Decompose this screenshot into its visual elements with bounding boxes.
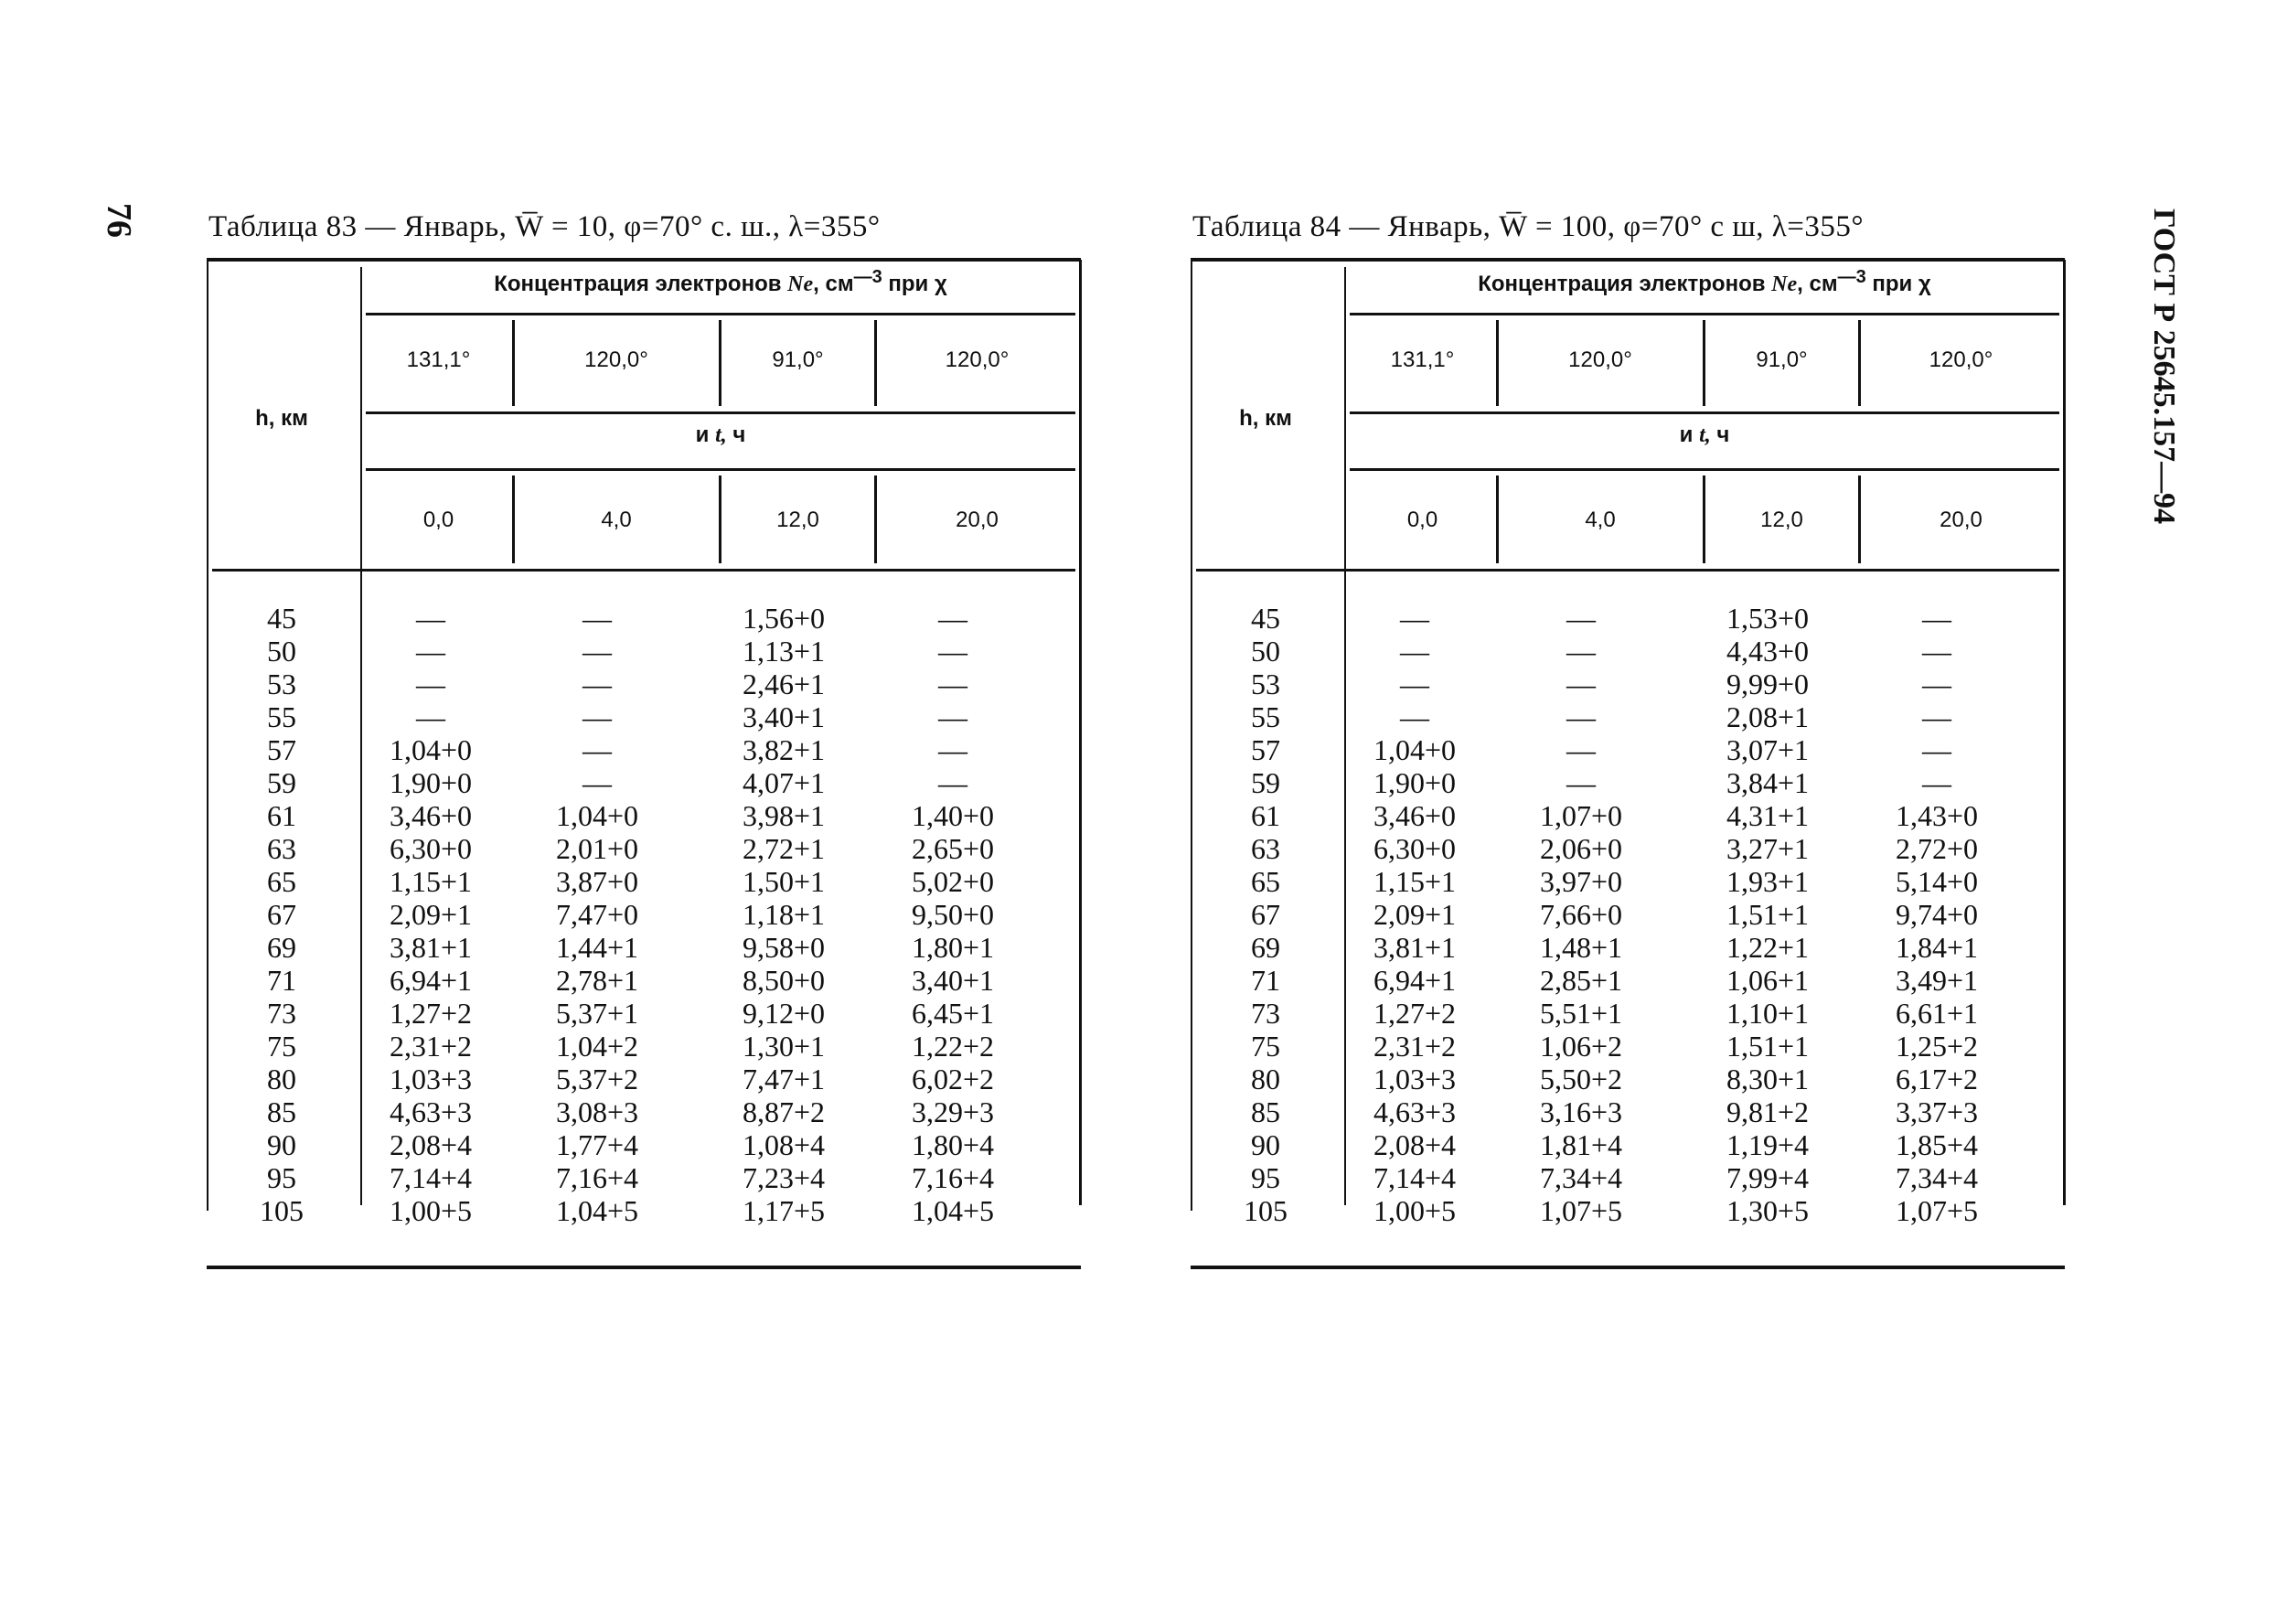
- value-cell: —: [1922, 733, 1951, 766]
- value-cell: 1,00+5: [1373, 1194, 1457, 1227]
- value-cell: 2,31+2: [389, 1030, 473, 1063]
- header-concentration: Концентрация электронов Ne, $см^{—3}$ при χ: [494, 267, 947, 296]
- value-cell: 6,30+0: [1373, 832, 1457, 865]
- altitude-cell: 45: [1251, 602, 1280, 635]
- value-cell: 1,48+1: [1539, 931, 1623, 964]
- value-cell: 1,50+1: [742, 865, 826, 898]
- value-cell: 6,02+2: [911, 1063, 995, 1095]
- value-cell: 1,03+3: [1373, 1063, 1457, 1095]
- altitude-cell: 59: [1251, 766, 1280, 799]
- chi-value-2: 120,0°: [584, 347, 648, 372]
- value-cell: 1,17+5: [742, 1194, 826, 1227]
- rule-right: [1079, 260, 1082, 1205]
- altitude-cell: 67: [267, 898, 296, 931]
- value-cell: 1,06+1: [1726, 964, 1810, 997]
- value-cell: 1,07+0: [1539, 799, 1623, 832]
- column-h: [1224, 602, 1308, 1227]
- value-cell: 5,02+0: [911, 865, 995, 898]
- altitude-cell: 57: [267, 733, 296, 766]
- value-cell: 9,99+0: [1726, 668, 1810, 700]
- altitude-cell: 65: [1251, 865, 1280, 898]
- column-t0: [366, 602, 496, 1227]
- altitude-cell: 63: [1251, 832, 1280, 865]
- value-cell: 1,04+2: [555, 1030, 639, 1063]
- value-cell: 1,80+1: [911, 931, 995, 964]
- value-cell: 5,37+1: [555, 997, 639, 1030]
- value-cell: —: [416, 700, 445, 733]
- altitude-cell: 61: [1251, 799, 1280, 832]
- value-cell: 8,87+2: [742, 1095, 826, 1128]
- value-cell: 1,10+1: [1726, 997, 1810, 1030]
- rule-top: [1191, 258, 2065, 262]
- value-cell: 1,90+0: [1373, 766, 1457, 799]
- value-cell: 1,25+2: [1895, 1030, 1979, 1063]
- t-value-1: 0,0: [1406, 508, 1438, 532]
- value-cell: —: [938, 668, 967, 700]
- value-cell: 3,84+1: [1726, 766, 1810, 799]
- value-cell: 2,65+0: [911, 832, 995, 865]
- rule-h-divider: [1344, 267, 1346, 1205]
- value-cell: —: [938, 766, 967, 799]
- value-cell: 1,53+0: [1726, 602, 1810, 635]
- t-unit: ч: [732, 422, 746, 447]
- value-cell: 3,97+0: [1539, 865, 1623, 898]
- ne-symbol: Ne: [787, 272, 814, 296]
- value-cell: —: [1922, 635, 1951, 668]
- column-t0: [1350, 602, 1480, 1227]
- value-cell: 2,72+0: [1895, 832, 1979, 865]
- altitude-cell: 90: [267, 1128, 296, 1161]
- rule-left: [207, 260, 208, 1211]
- value-cell: 7,34+4: [1539, 1161, 1623, 1194]
- t-value-3: 12,0: [1760, 508, 1803, 532]
- value-cell: —: [938, 602, 967, 635]
- altitude-cell: 55: [267, 700, 296, 733]
- rule-left: [1191, 260, 1192, 1211]
- value-cell: 1,18+1: [742, 898, 826, 931]
- rule-under-chi: [366, 411, 1075, 414]
- value-cell: 5,14+0: [1895, 865, 1979, 898]
- value-cell: 7,34+4: [1895, 1161, 1979, 1194]
- value-cell: 3,08+3: [555, 1095, 639, 1128]
- units-label: см: [1809, 272, 1838, 296]
- rule-t-sep-3: [874, 475, 877, 563]
- value-cell: 3,29+3: [911, 1095, 995, 1128]
- value-cell: —: [1922, 766, 1951, 799]
- value-cell: 1,00+5: [389, 1194, 473, 1227]
- rule-h-divider: [360, 267, 362, 1205]
- value-cell: 1,04+5: [911, 1194, 995, 1227]
- rule-under-chi: [1350, 411, 2059, 414]
- t-value-4: 20,0: [1940, 508, 1982, 532]
- t-label: [366, 422, 1075, 448]
- value-cell: —: [582, 668, 612, 700]
- rule-under-concentration: [1350, 313, 2059, 315]
- altitude-cell: 105: [260, 1194, 304, 1227]
- value-cell: 1,93+1: [1726, 865, 1810, 898]
- column-h: [240, 602, 324, 1227]
- value-cell: 5,37+2: [555, 1063, 639, 1095]
- value-cell: —: [1400, 700, 1429, 733]
- value-cell: 1,81+4: [1539, 1128, 1623, 1161]
- value-cell: —: [582, 766, 612, 799]
- value-cell: 4,63+3: [1373, 1095, 1457, 1128]
- t-symbol: t,: [715, 423, 727, 447]
- value-cell: —: [1566, 766, 1596, 799]
- value-cell: 8,50+0: [742, 964, 826, 997]
- value-cell: 1,27+2: [389, 997, 473, 1030]
- value-cell: —: [1566, 700, 1596, 733]
- value-cell: —: [582, 700, 612, 733]
- concentration-label: Концентрация электронов: [1478, 272, 1766, 296]
- column-t4: [532, 602, 662, 1227]
- value-cell: 7,14+4: [1373, 1161, 1457, 1194]
- t-value-4: 20,0: [956, 508, 999, 532]
- h-km-label: h, км: [255, 406, 308, 431]
- value-cell: —: [1400, 635, 1429, 668]
- value-cell: 4,07+1: [742, 766, 826, 799]
- value-cell: —: [1922, 602, 1951, 635]
- value-cell: 1,15+1: [389, 865, 473, 898]
- h-km-label: h, км: [1239, 406, 1292, 431]
- chi-value-2: 120,0°: [1568, 347, 1632, 372]
- altitude-cell: 61: [267, 799, 296, 832]
- rule-chi-sep-1: [512, 320, 515, 406]
- value-cell: 1,40+0: [911, 799, 995, 832]
- value-cell: —: [1566, 602, 1596, 635]
- altitude-cell: 95: [267, 1161, 296, 1194]
- chi-value-3: 91,0°: [772, 347, 824, 372]
- value-cell: 7,47+1: [742, 1063, 826, 1095]
- value-cell: 2,72+1: [742, 832, 826, 865]
- value-cell: 1,19+4: [1726, 1128, 1810, 1161]
- t-label: [1350, 422, 2059, 448]
- altitude-cell: 90: [1251, 1128, 1280, 1161]
- t-value-2: 4,0: [1585, 508, 1616, 532]
- value-cell: 1,44+1: [555, 931, 639, 964]
- altitude-cell: 71: [267, 964, 296, 997]
- value-cell: 2,31+2: [1373, 1030, 1457, 1063]
- value-cell: 7,16+4: [555, 1161, 639, 1194]
- value-cell: —: [582, 635, 612, 668]
- value-cell: —: [1566, 733, 1596, 766]
- value-cell: 1,08+4: [742, 1128, 826, 1161]
- rule-chi-sep-3: [1858, 320, 1861, 406]
- altitude-cell: 65: [267, 865, 296, 898]
- value-cell: 9,50+0: [911, 898, 995, 931]
- value-cell: —: [1566, 635, 1596, 668]
- value-cell: 5,51+1: [1539, 997, 1623, 1030]
- value-cell: 9,81+2: [1726, 1095, 1810, 1128]
- value-cell: 1,22+1: [1726, 931, 1810, 964]
- and-label: и: [1679, 422, 1694, 447]
- altitude-cell: 80: [267, 1063, 296, 1095]
- altitude-cell: 85: [1251, 1095, 1280, 1128]
- rule-under-t-label: [366, 468, 1075, 471]
- altitude-cell: 95: [1251, 1161, 1280, 1194]
- altitude-cell: 67: [1251, 898, 1280, 931]
- column-t4: [1516, 602, 1646, 1227]
- value-cell: —: [1400, 602, 1429, 635]
- value-cell: —: [938, 635, 967, 668]
- value-cell: 4,43+0: [1726, 635, 1810, 668]
- rule-bottom: [1191, 1266, 2065, 1269]
- value-cell: 7,99+4: [1726, 1161, 1810, 1194]
- value-cell: —: [416, 668, 445, 700]
- value-cell: 1,04+5: [555, 1194, 639, 1227]
- value-cell: 3,27+1: [1726, 832, 1810, 865]
- column-t20: [884, 602, 1021, 1227]
- value-cell: —: [416, 635, 445, 668]
- value-cell: 7,16+4: [911, 1161, 995, 1194]
- value-cell: 1,22+2: [911, 1030, 995, 1063]
- value-cell: 1,30+1: [742, 1030, 826, 1063]
- t-symbol: t,: [1699, 423, 1711, 447]
- value-cell: 2,08+4: [389, 1128, 473, 1161]
- value-cell: 3,46+0: [389, 799, 473, 832]
- value-cell: —: [582, 602, 612, 635]
- rule-under-header: [1196, 569, 2059, 572]
- rule-t-sep-1: [512, 475, 515, 563]
- value-cell: 1,51+1: [1726, 898, 1810, 931]
- value-cell: 3,82+1: [742, 733, 826, 766]
- chi-value-3: 91,0°: [1756, 347, 1808, 372]
- value-cell: 1,07+5: [1895, 1194, 1979, 1227]
- value-cell: 2,78+1: [555, 964, 639, 997]
- value-cell: 1,27+2: [1373, 997, 1457, 1030]
- value-cell: 3,46+0: [1373, 799, 1457, 832]
- altitude-cell: 59: [267, 766, 296, 799]
- value-cell: —: [582, 733, 612, 766]
- value-cell: —: [416, 602, 445, 635]
- value-cell: 1,04+0: [555, 799, 639, 832]
- value-cell: 3,07+1: [1726, 733, 1810, 766]
- altitude-cell: 105: [1244, 1194, 1288, 1227]
- value-cell: 1,85+4: [1895, 1128, 1979, 1161]
- altitude-cell: 45: [267, 602, 296, 635]
- and-label: и: [695, 422, 710, 447]
- value-cell: —: [938, 700, 967, 733]
- altitude-cell: 71: [1251, 964, 1280, 997]
- at-chi-label: при χ: [888, 272, 947, 296]
- altitude-cell: 80: [1251, 1063, 1280, 1095]
- value-cell: 8,30+1: [1726, 1063, 1810, 1095]
- value-cell: 1,84+1: [1895, 931, 1979, 964]
- rule-under-t-label: [1350, 468, 2059, 471]
- value-cell: 3,16+3: [1539, 1095, 1623, 1128]
- page-number: 76: [100, 203, 138, 238]
- value-cell: 9,12+0: [742, 997, 826, 1030]
- value-cell: 1,51+1: [1726, 1030, 1810, 1063]
- altitude-cell: 69: [267, 931, 296, 964]
- value-cell: 3,87+0: [555, 865, 639, 898]
- column-t12: [1699, 602, 1836, 1227]
- header-concentration: Концентрация электронов Ne, $см^{—3}$ при χ: [1478, 267, 1931, 296]
- rule-t-sep-2: [719, 475, 721, 563]
- value-cell: 2,09+1: [389, 898, 473, 931]
- value-cell: 3,98+1: [742, 799, 826, 832]
- value-cell: 3,81+1: [1373, 931, 1457, 964]
- rule-chi-sep-1: [1496, 320, 1499, 406]
- value-cell: 5,50+2: [1539, 1063, 1623, 1095]
- value-cell: 1,43+0: [1895, 799, 1979, 832]
- value-cell: 1,04+0: [389, 733, 473, 766]
- value-cell: 2,09+1: [1373, 898, 1457, 931]
- value-cell: 7,66+0: [1539, 898, 1623, 931]
- altitude-cell: 50: [267, 635, 296, 668]
- value-cell: 7,23+4: [742, 1161, 826, 1194]
- altitude-cell: 53: [267, 668, 296, 700]
- t-unit: ч: [1716, 422, 1730, 447]
- value-cell: 1,07+5: [1539, 1194, 1623, 1227]
- table-84: [1187, 210, 2072, 1271]
- rule-right: [2063, 260, 2066, 1205]
- chi-value-4: 120,0°: [945, 347, 1010, 372]
- value-cell: 6,30+0: [389, 832, 473, 865]
- altitude-cell: 57: [1251, 733, 1280, 766]
- altitude-cell: 75: [267, 1030, 296, 1063]
- value-cell: —: [1400, 668, 1429, 700]
- t-value-3: 12,0: [776, 508, 819, 532]
- value-cell: 3,40+1: [911, 964, 995, 997]
- table-83: [203, 210, 1088, 1271]
- altitude-cell: 69: [1251, 931, 1280, 964]
- altitude-cell: 50: [1251, 635, 1280, 668]
- rule-t-sep-3: [1858, 475, 1861, 563]
- rule-top: [207, 258, 1081, 262]
- value-cell: 2,08+1: [1726, 700, 1810, 733]
- column-t12: [715, 602, 852, 1227]
- value-cell: —: [1922, 668, 1951, 700]
- altitude-cell: 55: [1251, 700, 1280, 733]
- value-cell: 1,06+2: [1539, 1030, 1623, 1063]
- chi-value-1: 131,1°: [406, 347, 471, 372]
- value-cell: —: [938, 733, 967, 766]
- value-cell: 1,30+5: [1726, 1194, 1810, 1227]
- altitude-cell: 73: [267, 997, 296, 1030]
- value-cell: 3,81+1: [389, 931, 473, 964]
- value-cell: 2,06+0: [1539, 832, 1623, 865]
- value-cell: 2,01+0: [555, 832, 639, 865]
- value-cell: 2,08+4: [1373, 1128, 1457, 1161]
- rule-chi-sep-2: [719, 320, 721, 406]
- value-cell: 9,74+0: [1895, 898, 1979, 931]
- value-cell: 9,58+0: [742, 931, 826, 964]
- value-cell: 2,85+1: [1539, 964, 1623, 997]
- altitude-cell: 53: [1251, 668, 1280, 700]
- rule-bottom: [207, 1266, 1081, 1269]
- concentration-label: Концентрация электронов: [494, 272, 782, 296]
- rule-chi-sep-3: [874, 320, 877, 406]
- units-exponent: —3: [1837, 267, 1866, 287]
- column-t20: [1868, 602, 2005, 1227]
- value-cell: 3,49+1: [1895, 964, 1979, 997]
- value-cell: 1,90+0: [389, 766, 473, 799]
- value-cell: 3,40+1: [742, 700, 826, 733]
- value-cell: —: [1922, 700, 1951, 733]
- value-cell: 1,80+4: [911, 1128, 995, 1161]
- value-cell: 4,63+3: [389, 1095, 473, 1128]
- units-exponent: —3: [853, 267, 882, 287]
- rule-chi-sep-2: [1703, 320, 1705, 406]
- value-cell: 1,56+0: [742, 602, 826, 635]
- value-cell: 6,94+1: [1373, 964, 1457, 997]
- at-chi-label: при χ: [1872, 272, 1931, 296]
- rule-t-sep-2: [1703, 475, 1705, 563]
- altitude-cell: 75: [1251, 1030, 1280, 1063]
- altitude-cell: 63: [267, 832, 296, 865]
- table-caption: Таблица 84 — Январь, W̅ = 100, φ=70° с ш, λ=355°: [1192, 210, 1865, 243]
- value-cell: 6,61+1: [1895, 997, 1979, 1030]
- chi-value-4: 120,0°: [1929, 347, 1993, 372]
- value-cell: 6,45+1: [911, 997, 995, 1030]
- altitude-cell: 73: [1251, 997, 1280, 1030]
- rule-t-sep-1: [1496, 475, 1499, 563]
- rule-under-concentration: [366, 313, 1075, 315]
- value-cell: 6,17+2: [1895, 1063, 1979, 1095]
- value-cell: 3,37+3: [1895, 1095, 1979, 1128]
- value-cell: 2,46+1: [742, 668, 826, 700]
- value-cell: 1,15+1: [1373, 865, 1457, 898]
- ne-symbol: Ne: [1771, 272, 1798, 296]
- chi-value-1: 131,1°: [1390, 347, 1455, 372]
- value-cell: 1,13+1: [742, 635, 826, 668]
- value-cell: 7,14+4: [389, 1161, 473, 1194]
- value-cell: 1,04+0: [1373, 733, 1457, 766]
- value-cell: 4,31+1: [1726, 799, 1810, 832]
- value-cell: —: [1566, 668, 1596, 700]
- value-cell: 7,47+0: [555, 898, 639, 931]
- standard-label: ГОСТ Р 25645.157—94: [2147, 208, 2181, 525]
- value-cell: 1,77+4: [555, 1128, 639, 1161]
- t-value-2: 4,0: [601, 508, 632, 532]
- value-cell: 6,94+1: [389, 964, 473, 997]
- value-cell: 1,03+3: [389, 1063, 473, 1095]
- rule-under-header: [212, 569, 1075, 572]
- units-label: см: [825, 272, 854, 296]
- table-caption: Таблица 83 — Январь, W̅ = 10, φ=70° с. ш., λ=355°: [208, 210, 881, 243]
- altitude-cell: 85: [267, 1095, 296, 1128]
- t-value-1: 0,0: [422, 508, 454, 532]
